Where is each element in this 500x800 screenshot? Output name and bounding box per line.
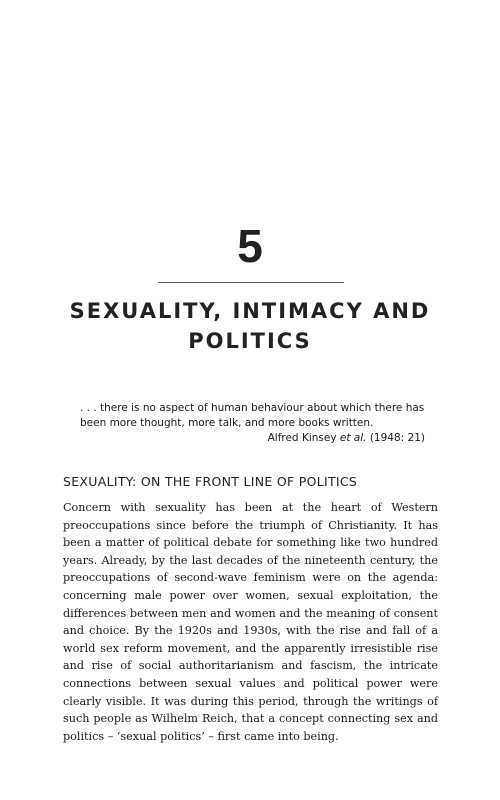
epigraph-quote: . . . there is no aspect of human behaviour about which there has been more thought, more talk, and more books written. xyxy=(80,402,425,429)
epigraph-author: Alfred Kinsey xyxy=(267,432,340,444)
chapter-title: SEXUALITY, INTIMACY AND POLITICS xyxy=(69,299,431,353)
section-heading: SEXUALITY: ON THE FRONT LINE OF POLITICS xyxy=(63,474,358,489)
epigraph xyxy=(80,401,425,446)
epigraph-author-etal: et al. xyxy=(339,432,367,444)
epigraph-citation: (1948: 21) xyxy=(366,432,425,444)
epigraph-attribution xyxy=(80,431,425,446)
chapter-divider xyxy=(158,282,344,283)
chapter-number: 5 xyxy=(237,220,263,272)
body-paragraph: Concern with sexuality has been at the heart of Western preoccupations since before the triumph of Christianity. It has been a matter of political debate for something like two hundred years. Already, by the last decades of the nineteenth century, the preoccupations of second-wave feminism were on the agenda: concerning male power over women, sexual exploitation, the differences between men and women and the meaning of consent and choice. By the 1920s and 1930s, with the rise and fall of a world sex reform movement, and the apparently irresistible rise and rise of social authoritarianism and fascism, the intricate connections between sexual values and political power were clearly visible. It was during this period, through the writings of such people as Wilhelm Reich, that a concept connecting sex and politics – ‘sexual politics’ – first came into being. xyxy=(63,501,438,743)
